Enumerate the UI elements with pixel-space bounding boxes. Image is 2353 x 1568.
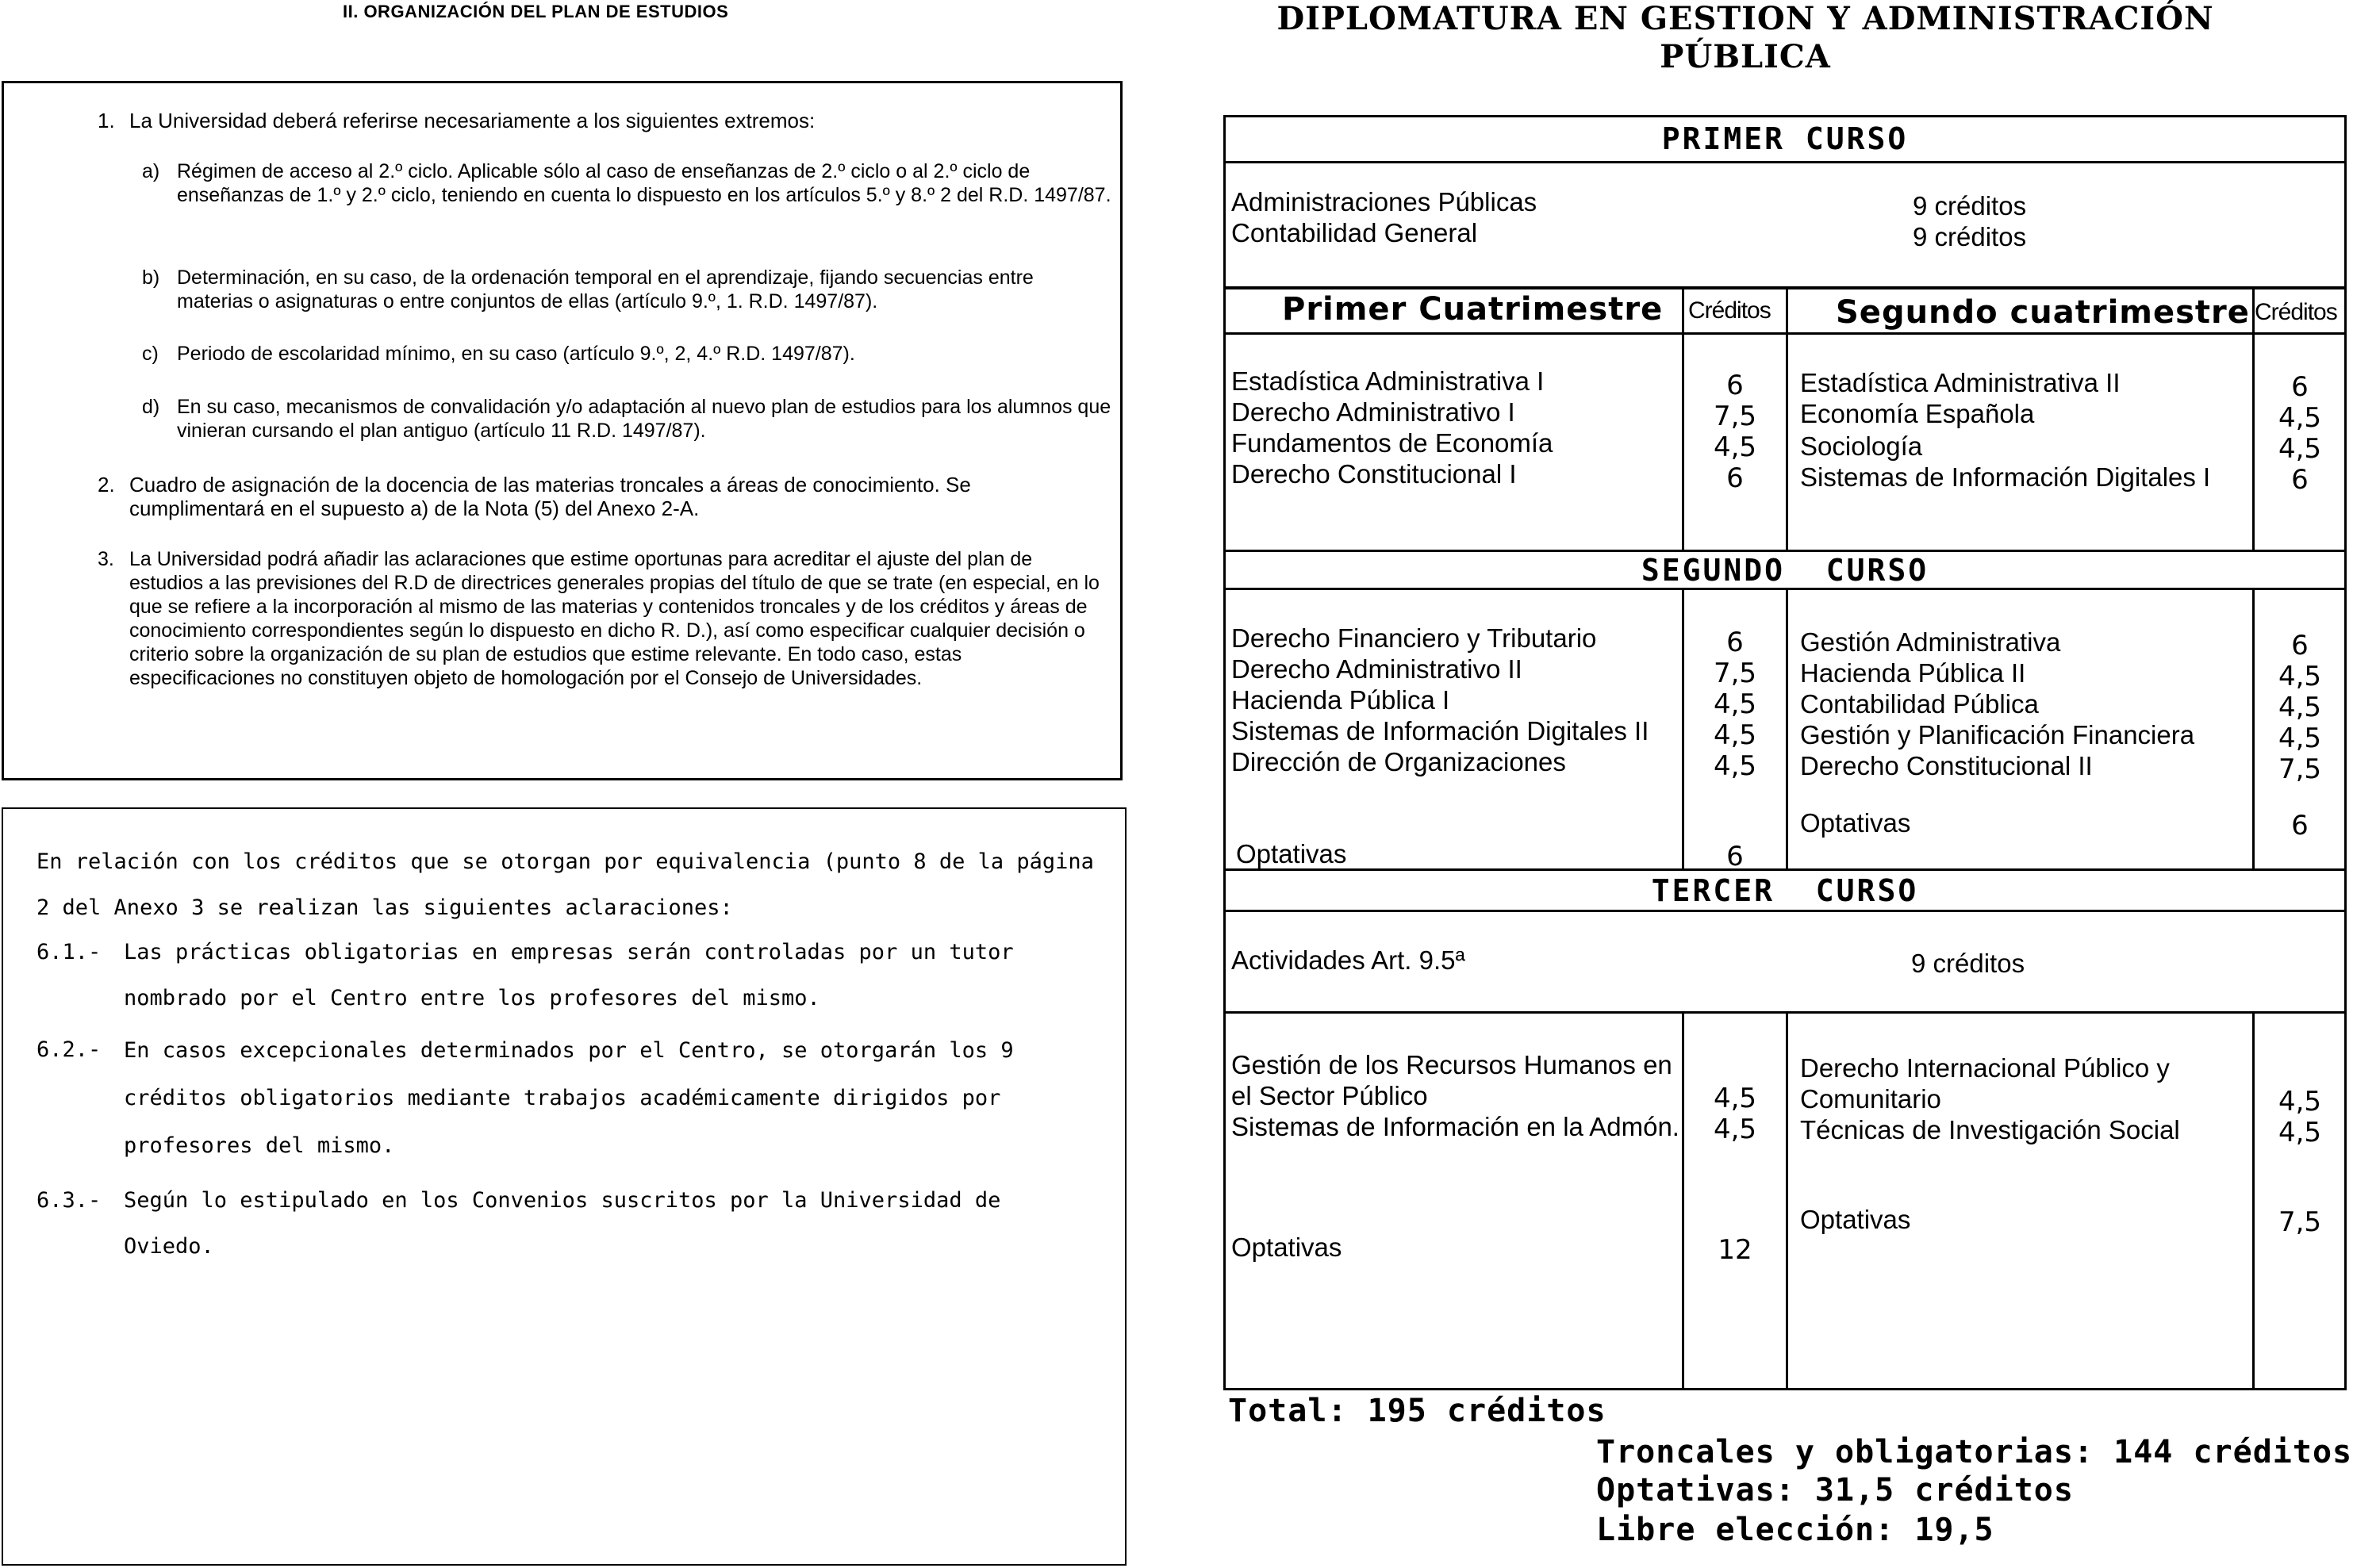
subitem-label: d) xyxy=(142,396,160,418)
table-border-top xyxy=(1223,115,2347,117)
note-number: 2. xyxy=(98,473,115,496)
title-line-1: DIPLOMATURA EN GESTION Y ADMINISTRACIÓN xyxy=(1276,0,2214,37)
note-2 xyxy=(98,473,1109,520)
subitem-text: En su caso, mecanismos de convalidación y/o adaptación al nuevo plan de estudios para los alumnos que vinieran cursando el plan antiguo (artículo 11 R.D. 1497/87). xyxy=(177,396,1111,442)
subject-credits: 6 xyxy=(1726,462,1744,494)
annual-credits: 9 créditos xyxy=(1913,191,2027,220)
col-divider xyxy=(1786,588,1788,870)
title-line-2: PÚBLICA xyxy=(1660,38,1831,75)
row-divider xyxy=(1223,588,2347,590)
table-border-left xyxy=(1223,115,1226,1390)
equivalence-box xyxy=(2,807,1127,1566)
optativas-credits: 7,5 xyxy=(2278,1206,2322,1238)
row-divider xyxy=(1223,161,2347,163)
notes-box xyxy=(2,81,1123,780)
section-header: II. ORGANIZACIÓN DEL PLAN DE ESTUDIOS xyxy=(343,2,729,21)
subject-name: Derecho Administrativo II xyxy=(1231,654,1522,684)
subject-credits: 4,5 xyxy=(2278,692,2322,723)
subject-credits: 4,5 xyxy=(1713,1114,1757,1145)
optativas-label: Optativas xyxy=(1800,1205,1911,1234)
subject-credits: 7,5 xyxy=(1713,401,1757,432)
note-text: La Universidad deberá referirse necesariamente a los siguientes extremos: xyxy=(129,109,816,132)
curriculum-table xyxy=(1219,115,2348,1390)
subject-name: Sociología xyxy=(1800,431,1923,461)
subject-credits: 4,5 xyxy=(1713,750,1757,782)
subject-name: Estadística Administrativa II xyxy=(1800,368,2121,397)
subject-credits: 4,5 xyxy=(1713,1083,1757,1114)
subitem-b xyxy=(142,266,1113,313)
table-border-bottom xyxy=(1223,1388,2347,1390)
equiv-item-number: 6.1.- xyxy=(36,940,102,964)
col-divider xyxy=(1786,1011,1788,1390)
subject-name: Sistemas de Información Digitales I xyxy=(1800,462,2211,492)
subject-name: Fundamentos de Economía xyxy=(1231,428,1553,458)
subitem-text: Régimen de acceso al 2.º ciclo. Aplicable sólo al caso de enseñanzas de 2.º ciclo o al 2.º ciclo de enseñanzas de 1.º y 2.º ciclo, teniendo en cuenta lo dispuesto en los artículos 5.º y 8.º 2 del R.D. 1497/87. xyxy=(177,160,1111,206)
free-choice-credits: Libre elección: 19,5 xyxy=(1596,1512,1994,1548)
annual-subject: Actividades Art. 9.5ª xyxy=(1231,945,1465,975)
note-number: 1. xyxy=(98,109,115,132)
annual-subject: Contabilidad General xyxy=(1231,218,1478,247)
subject-credits: 4,5 xyxy=(2278,1086,2322,1118)
subject-name: Técnicas de Investigación Social xyxy=(1800,1115,2180,1144)
note-3 xyxy=(98,547,1109,690)
course-title-tercer: TERCER CURSO xyxy=(1651,873,1919,908)
subject-credits: 6 xyxy=(2291,371,2309,403)
subitem-text: Periodo de escolaridad mínimo, en su caso (artículo 9.º, 2, 4.º R.D. 1497/87). xyxy=(177,343,855,365)
subject-credits: 4,5 xyxy=(2278,661,2322,692)
optativas-label: Optativas xyxy=(1231,1233,1342,1262)
subject-name: Sistemas de Información en la Admón. xyxy=(1231,1112,1679,1141)
subject-name: Derecho Administrativo I xyxy=(1231,397,1515,427)
subject-name: Derecho Constitucional II xyxy=(1800,751,2093,780)
subject-credits: 4,5 xyxy=(1713,431,1757,463)
col-divider xyxy=(1682,1011,1684,1390)
equiv-item-text: En casos excepcionales determinados por el Centro, se otorgarán los 9 créditos obligatorios mediante trabajos académicamente dirigidos por profesores del mismo. xyxy=(124,1038,1027,1158)
course-title-primer: PRIMER CURSO xyxy=(1661,121,1909,156)
subject-credits: 4,5 xyxy=(2278,1117,2322,1148)
row-divider xyxy=(1223,286,2347,289)
semester-1-title: Primer Cuatrimestre xyxy=(1282,291,1664,328)
subject-credits: 6 xyxy=(2291,464,2309,496)
equiv-item-text: Las prácticas obligatorias en empresas serán controladas por un tutor nombrado por el Centro entre los profesores del mismo. xyxy=(124,940,1027,1010)
equiv-intro: En relación con los créditos que se otorgan por equivalencia (punto 8 de la página 2 del Anexo 3 se realizan las siguientes aclaraciones: xyxy=(36,849,1107,920)
annual-subject: Administraciones Públicas xyxy=(1231,187,1537,217)
subject-name: Hacienda Pública I xyxy=(1231,685,1450,715)
annual-credits: 9 créditos xyxy=(1911,949,2025,978)
row-divider xyxy=(1223,910,2347,912)
subject-credits: 4,5 xyxy=(2278,723,2322,754)
subject-credits: 4,5 xyxy=(2278,433,2322,465)
equiv-item-number: 6.3.- xyxy=(36,1188,102,1213)
optativas-credits: 6 xyxy=(1726,841,1744,872)
note-number: 3. xyxy=(98,548,114,570)
subject-name: Economía Española xyxy=(1800,399,2035,428)
row-divider xyxy=(1223,332,2347,335)
core-credits: Troncales y obligatorias: 144 créditos xyxy=(1596,1434,2353,1470)
col-divider xyxy=(1786,286,1788,551)
subitem-d xyxy=(142,395,1113,443)
semester-2-title: Segundo cuatrimestre xyxy=(1836,294,2250,331)
subitem-c xyxy=(142,342,1113,366)
row-divider xyxy=(1223,550,2347,552)
subject-name-continued: Comunitario xyxy=(1800,1084,1941,1114)
total-credits: Total: 195 créditos xyxy=(1228,1393,1606,1429)
credits-header: Créditos xyxy=(2255,299,2337,325)
subject-credits: 7,5 xyxy=(2278,753,2322,785)
subject-name: Contabilidad Pública xyxy=(1800,689,2039,719)
note-text: Cuadro de asignación de la docencia de las materias troncales a áreas de conocimiento. Se cumplimentará en el supuesto a) de la Nota (5) del Anexo 2-A. xyxy=(129,473,971,520)
subject-credits: 4,5 xyxy=(2278,402,2322,434)
subject-name: Gestión de los Recursos Humanos en xyxy=(1231,1050,1672,1079)
subject-name: Derecho Financiero y Tributario xyxy=(1231,623,1597,653)
note-1 xyxy=(98,109,1097,132)
subitem-label: b) xyxy=(142,266,160,289)
course-title-segundo: SEGUNDO CURSO xyxy=(1641,553,1929,588)
subject-credits: 7,5 xyxy=(1713,657,1757,689)
subject-name: Sistemas de Información Digitales II xyxy=(1231,716,1649,746)
col-divider xyxy=(2252,1011,2255,1390)
subitem-label: c) xyxy=(142,343,159,365)
subject-name: Derecho Internacional Público y xyxy=(1800,1053,2170,1083)
subitem-text: Determinación, en su caso, de la ordenación temporal en el aprendizaje, fijando secuencias entre materias o asignaturas o entre conjuntos de ellas (artículo 9.º, 1. R.D. 1497/87). xyxy=(177,266,1034,312)
subject-credits: 6 xyxy=(1726,370,1744,401)
subject-name: Dirección de Organizaciones xyxy=(1231,747,1566,776)
subject-name: Hacienda Pública II xyxy=(1800,658,2026,688)
subitem-a xyxy=(142,159,1113,207)
equiv-item-number: 6.2.- xyxy=(36,1037,102,1062)
subject-credits: 6 xyxy=(1726,627,1744,658)
optativas-label: Optativas xyxy=(1236,839,1347,868)
subject-name: Derecho Constitucional I xyxy=(1231,459,1517,489)
subject-credits: 4,5 xyxy=(1713,719,1757,751)
optativas-label: Optativas xyxy=(1800,808,1911,838)
equiv-item-text: Según lo estipulado en los Convenios suscritos por la Universidad de Oviedo. xyxy=(124,1188,1014,1259)
elective-credits: Optativas: 31,5 créditos xyxy=(1596,1472,2074,1509)
optativas-credits: 12 xyxy=(1718,1234,1752,1266)
subitem-label: a) xyxy=(142,160,160,182)
subject-credits: 6 xyxy=(2291,630,2309,661)
subject-name: Gestión Administrativa xyxy=(1800,627,2061,657)
document-title xyxy=(1238,0,2253,76)
row-divider xyxy=(1223,1011,2347,1014)
optativas-credits: 6 xyxy=(2291,810,2309,842)
note-text: La Universidad podrá añadir las aclaraciones que estime oportunas para acreditar el ajuste del plan de estudios a las previsiones del R.D de directrices generales propias del título de que se trate (en especial, en lo que se refiere a la incorporación al mismo de las materias y contenidos troncales y de los créditos y áreas de conocimiento correspondientes según lo dispuesto en dicho R. D.), así como especificar cualquier decisión o criterio sobre la organización de su plan de estudios que estime relevante. En todo caso, estas especificaciones no constituyen objeto de homologación por el Consejo de Universidades. xyxy=(129,548,1100,689)
annual-credits: 9 créditos xyxy=(1913,222,2027,251)
subject-name-continued: el Sector Público xyxy=(1231,1081,1428,1110)
credits-header: Créditos xyxy=(1688,297,1771,324)
subject-name: Gestión y Planificación Financiera xyxy=(1800,720,2195,749)
subject-credits: 4,5 xyxy=(1713,688,1757,720)
subject-name: Estadística Administrativa I xyxy=(1231,366,1545,396)
